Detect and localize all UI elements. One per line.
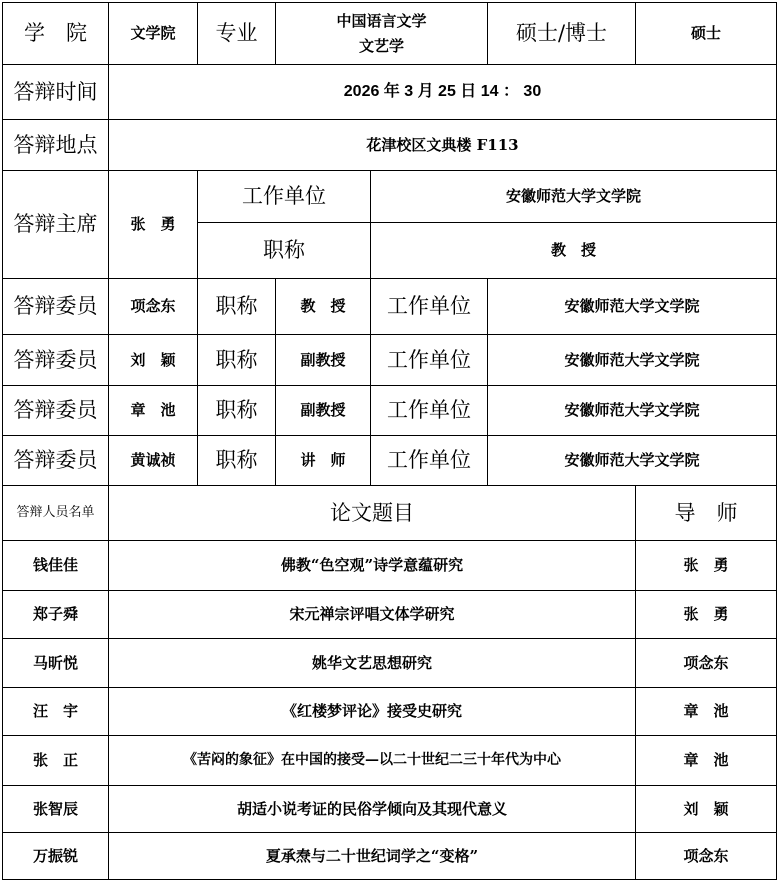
students-names-header: 答辩人员名单 [16, 504, 95, 520]
chair-unit-value: 安徽师范大学文学院 [505, 187, 641, 206]
thesis-title: 佛教“色空观”诗学意蕴研究 [280, 556, 464, 575]
member-unit: 安徽师范大学文学院 [564, 451, 700, 470]
advisor-name: 张 勇 [683, 556, 729, 575]
student-name: 张 正 [32, 751, 78, 770]
thesis-title: 《红楼梦评论》接受史研究 [281, 702, 462, 721]
chair-label: 答辩主席 [13, 212, 98, 237]
college-label: 学 院 [24, 21, 87, 46]
chair-name: 张 勇 [130, 215, 176, 234]
defense-time-value: 2026 年 3 月 25 日 14 ： 30 [343, 83, 542, 100]
member-unit: 安徽师范大学文学院 [564, 401, 700, 420]
member-label: 答辩委员 [13, 347, 98, 372]
major-value-line1: 中国语言文学 [336, 11, 427, 30]
chair-unit-label: 工作单位 [242, 184, 326, 209]
major-label: 专业 [215, 21, 258, 46]
advisor-name: 项念东 [683, 653, 729, 672]
member-name: 项念东 [130, 297, 176, 316]
advisor-name: 张 勇 [683, 605, 729, 624]
chair-title-label: 职称 [263, 238, 305, 263]
thesis-title: 夏承焘与二十世纪词学之“变格” [265, 846, 479, 865]
student-name: 郑子舜 [32, 605, 78, 624]
defense-place-label: 答辩地点 [13, 132, 98, 157]
defense-place-value: 花津校区文典楼 F113 [366, 135, 519, 154]
defense-time-label: 答辩时间 [13, 79, 98, 104]
member-unit-label: 工作单位 [387, 294, 471, 319]
student-name: 张智辰 [32, 799, 78, 818]
degree-label: 硕士/博士 [515, 21, 608, 46]
student-name: 钱佳佳 [32, 556, 78, 575]
member-name: 黄诚祯 [130, 451, 176, 470]
advisor-name: 章 池 [683, 702, 729, 721]
thesis-header: 论文题目 [330, 500, 414, 525]
rule [2, 879, 776, 880]
member-title: 副教授 [300, 401, 346, 420]
college-value: 文学院 [130, 24, 176, 43]
member-title: 教 授 [300, 297, 346, 316]
member-unit: 安徽师范大学文学院 [564, 297, 700, 316]
member-name: 章 池 [130, 401, 176, 420]
advisor-header: 导 师 [674, 500, 738, 525]
member-unit-label: 工作单位 [387, 448, 471, 473]
member-unit: 安徽师范大学文学院 [564, 350, 700, 369]
degree-value: 硕士 [690, 24, 721, 43]
student-name: 马昕悦 [32, 653, 78, 672]
member-unit-label: 工作单位 [387, 398, 471, 423]
member-title-label: 职称 [215, 347, 258, 372]
rule [776, 2, 777, 880]
advisor-name: 刘 颖 [683, 799, 729, 818]
major-value-line2: 文艺学 [358, 36, 404, 55]
member-label: 答辩委员 [13, 398, 98, 423]
thesis-title: 宋元禅宗评唱文体学研究 [289, 605, 455, 624]
student-name: 万振锐 [32, 846, 78, 865]
student-name: 汪 宇 [32, 702, 78, 721]
thesis-title: 胡适小说考证的民俗学倾向及其现代意义 [236, 799, 507, 818]
member-label: 答辩委员 [13, 294, 98, 319]
advisor-name: 项念东 [683, 846, 729, 865]
member-title-label: 职称 [215, 294, 258, 319]
advisor-name: 章 池 [683, 751, 729, 770]
major-value [276, 3, 487, 64]
member-title-label: 职称 [215, 398, 258, 423]
member-title-label: 职称 [215, 448, 258, 473]
member-unit-label: 工作单位 [387, 347, 471, 372]
member-name: 刘 颖 [130, 350, 176, 369]
member-title: 讲 师 [300, 451, 346, 470]
member-title: 副教授 [300, 350, 346, 369]
thesis-title: 《苦闷的象征》在中国的接受—以二十世纪二三十年代为中心 [183, 751, 561, 768]
member-label: 答辩委员 [13, 448, 98, 473]
thesis-title: 姚华文艺思想研究 [311, 653, 432, 672]
chair-title-value: 教 授 [550, 241, 596, 260]
